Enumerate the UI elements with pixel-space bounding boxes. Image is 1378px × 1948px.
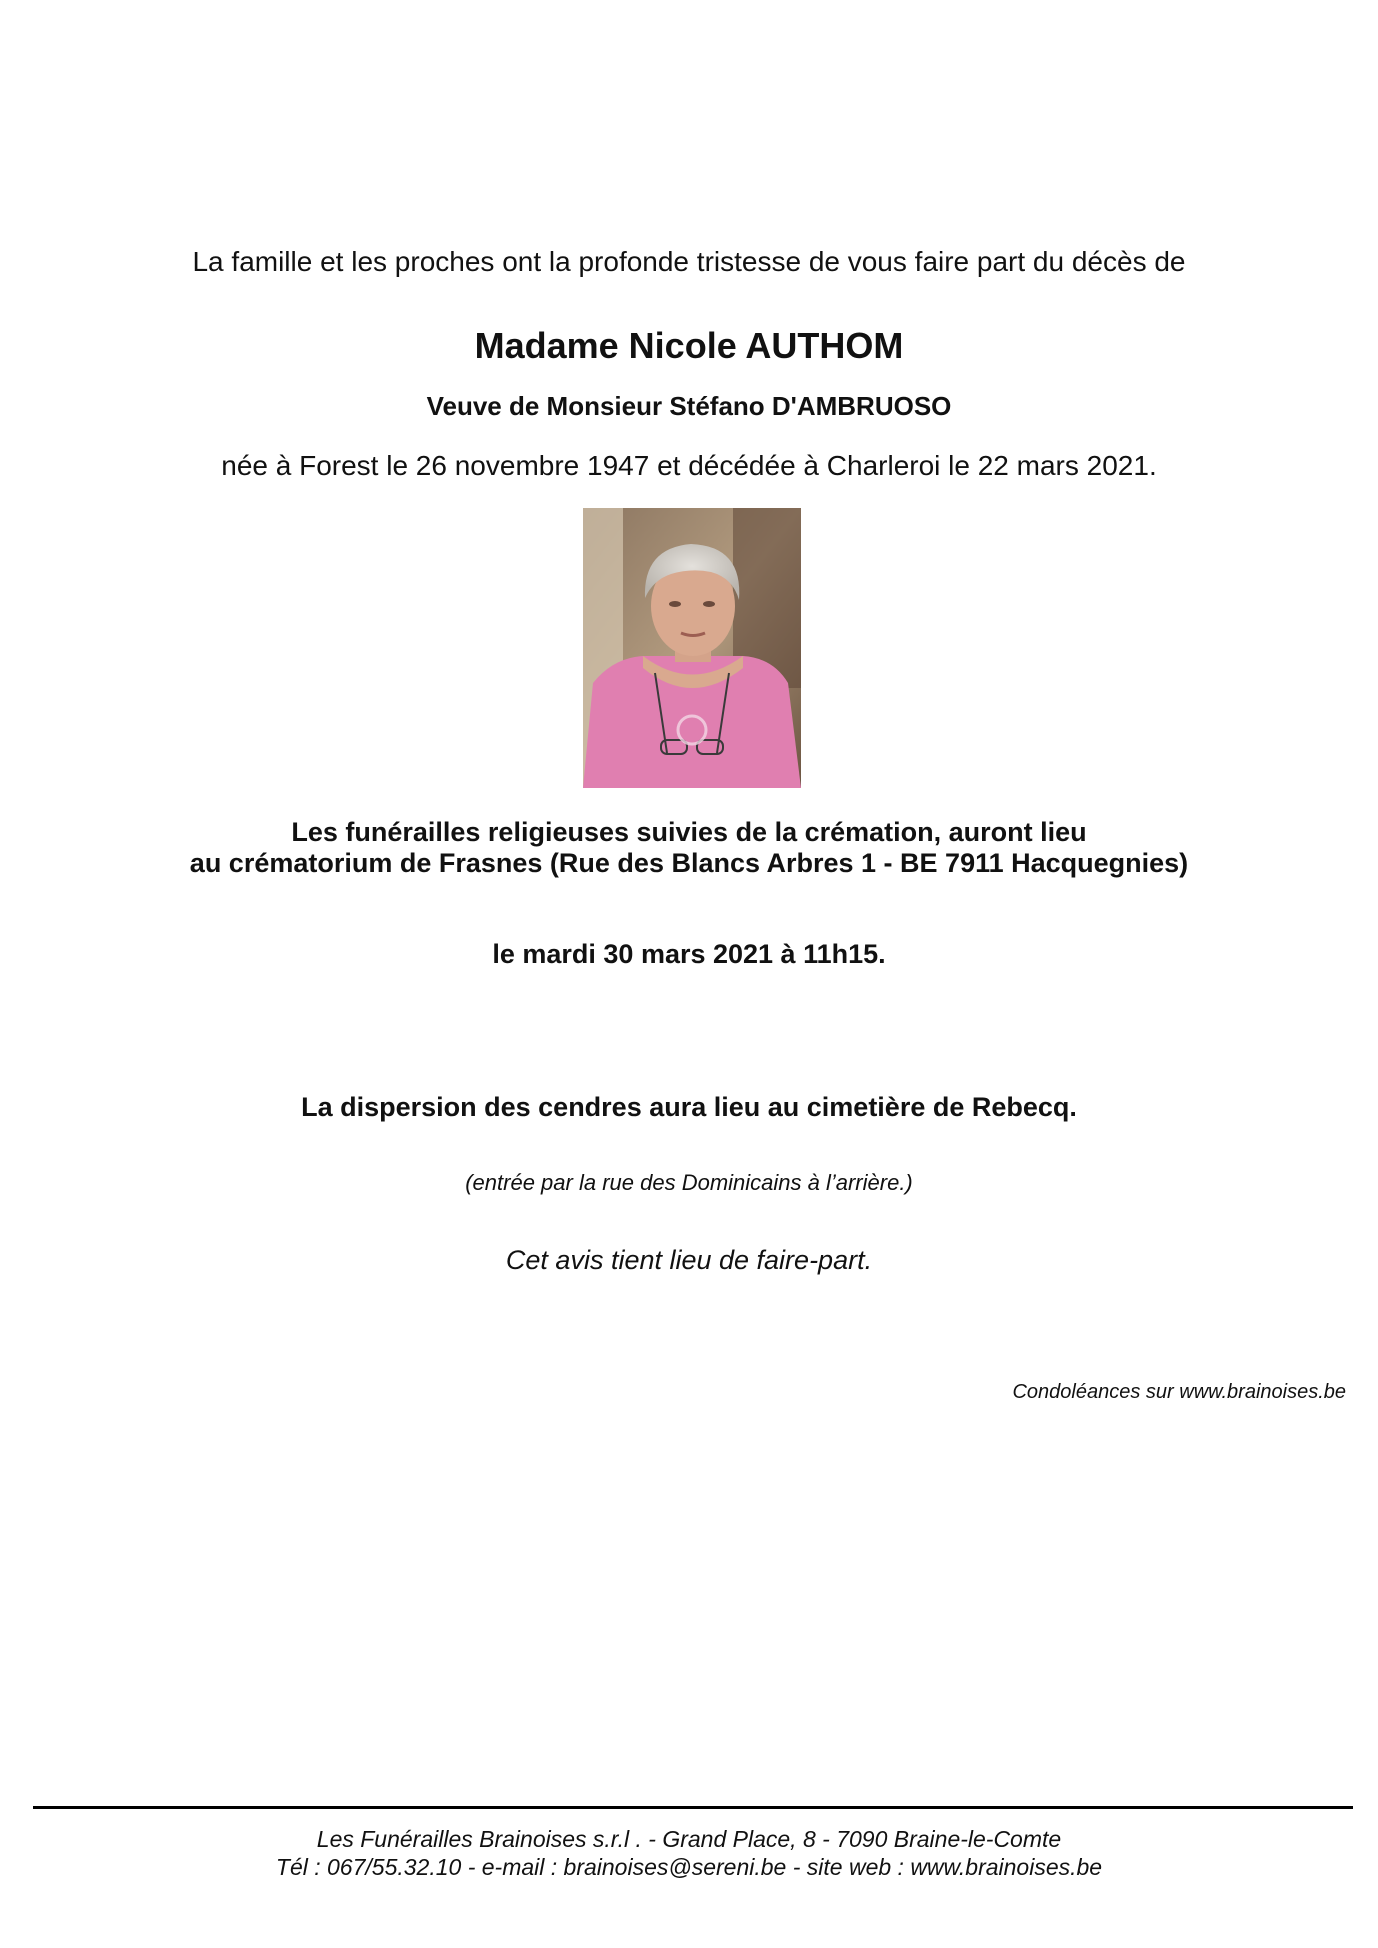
ash-dispersion-text: La dispersion des cendres aura lieu au cimetière de Rebecq. xyxy=(301,1092,1077,1122)
intro-text: La famille et les proches ont la profonde tristesse de vous faire part du décès de xyxy=(192,246,1186,277)
footer-address: Les Funérailles Brainoises s.r.l . - Grand Place, 8 - 7090 Braine-le-Comte xyxy=(316,1826,1062,1852)
birth-death-text: née à Forest le 26 novembre 1947 et décédée à Charleroi le 22 mars 2021. xyxy=(221,450,1157,481)
widow-of-text: Veuve de Monsieur Stéfano D'AMBRUOSO xyxy=(426,391,952,421)
notice-text: Cet avis tient lieu de faire-part. xyxy=(505,1245,873,1275)
funeral-date: le mardi 30 mars 2021 à 11h15. xyxy=(492,939,886,969)
portrait-photo xyxy=(583,508,801,788)
funeral-line-2: au crématorium de Frasnes (Rue des Blancs Arbres 1 - BE 7911 Hacquegnies) xyxy=(189,848,1189,878)
entrance-note: (entrée par la rue des Dominicains à l’arrière.) xyxy=(465,1170,913,1195)
funeral-line-1: Les funérailles religieuses suivies de la crémation, auront lieu xyxy=(291,817,1087,847)
footer-contact: Tél : 067/55.32.10 - e-mail : brainoises@sereni.be - site web : www.brainoises.be xyxy=(275,1854,1103,1880)
deceased-name: Madame Nicole AUTHOM xyxy=(474,325,904,366)
footer-divider xyxy=(33,1806,1353,1809)
condolences-link[interactable]: Condoléances sur www.brainoises.be xyxy=(1012,1381,1346,1403)
